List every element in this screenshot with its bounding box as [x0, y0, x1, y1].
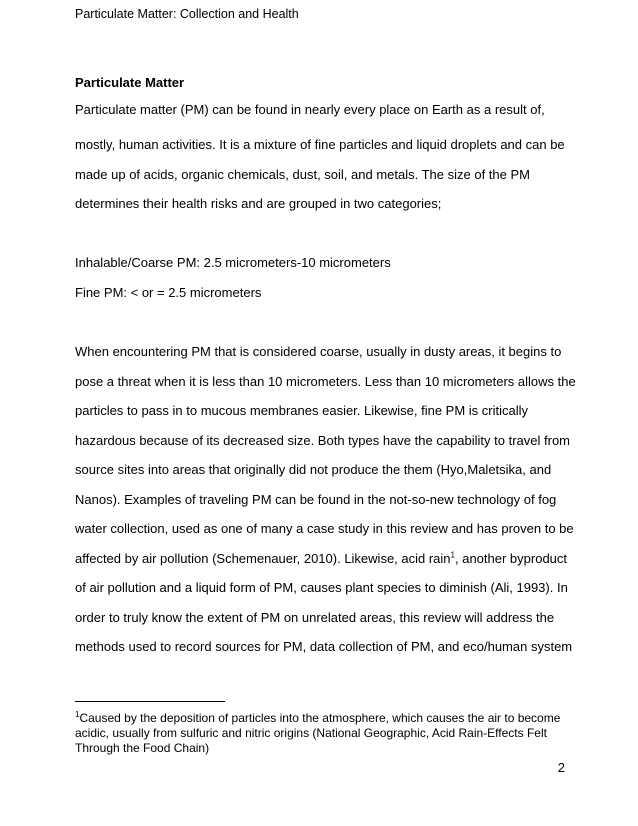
footnote-line-1-text: Caused by the deposition of particles into the atmosphere, which causes the air to become — [79, 711, 561, 725]
paragraph-2-line-8-end: , another byproduct — [455, 551, 568, 566]
paragraph-1-line-2: mostly, human activities. It is a mixture of fine particles and liquid droplets and can be — [75, 137, 565, 152]
paragraph-2-line-10: order to truly know the extent of PM on unrelated areas, this review will address the — [75, 610, 555, 625]
footnote-line-2: acidic, usually from sulfuric and nitric origins (National Geographic, Acid Rain-Effects Felt — [75, 726, 547, 740]
paragraph-2-line-6: Nanos). Examples of traveling PM can be found in the not-so-new technology of fog — [75, 492, 557, 507]
category-fine-pm: Fine PM: < or = 2.5 micrometers — [75, 285, 262, 300]
paragraph-2-line-7: water collection, used as one of many a case study in this review and has proven to be — [75, 521, 574, 536]
footnote-marker: 1 — [75, 710, 80, 719]
section-heading: Particulate Matter — [75, 75, 185, 90]
paragraph-2-line-9: of air pollution and a liquid form of PM, causes plant species to diminish (Ali, 1993). In — [75, 580, 568, 595]
paragraph-2-line-5: source sites into areas that originally did not produce the them (Hyo,Maletsika, and — [75, 462, 552, 477]
footnote-reference[interactable]: 1 — [450, 550, 455, 560]
category-coarse-pm: Inhalable/Coarse PM: 2.5 micrometers-10 micrometers — [75, 255, 391, 270]
paragraph-2-line-4: hazardous because of its decreased size. Both types have the capability to travel from — [75, 433, 570, 448]
paragraph-1-line-4: determines their health risks and are grouped in two categories; — [75, 196, 442, 211]
footnote-line-3: Through the Food Chain) — [75, 741, 210, 755]
footnote-separator — [75, 701, 225, 702]
paragraph-2-line-8 — [75, 551, 567, 567]
footnote-line-1 — [75, 710, 561, 726]
paragraph-1-line-3: made up of acids, organic chemicals, dust, soil, and metals. The size of the PM — [75, 167, 530, 182]
paragraph-2-line-2: pose a threat when it is less than 10 micrometers. Less than 10 micrometers allows the — [75, 374, 576, 389]
page-number: 2 — [557, 760, 565, 775]
paragraph-2-line-3: particles to pass in to mucous membranes easier. Likewise, fine PM is critically — [75, 403, 529, 418]
paragraph-2-line-11: methods used to record sources for PM, data collection of PM, and eco/human system — [75, 639, 573, 654]
paragraph-2-line-1: When encountering PM that is considered coarse, usually in dusty areas, it begins to — [75, 344, 562, 359]
footnote — [75, 710, 561, 756]
paragraph-2-line-8-start: affected by air pollution (Schemenauer, 2010). Likewise, acid rain — [75, 551, 451, 566]
paragraph-1-line-1: Particulate matter (PM) can be found in nearly every place on Earth as a result of, — [75, 102, 545, 117]
running-head: Particulate Matter: Collection and Health — [75, 7, 299, 21]
